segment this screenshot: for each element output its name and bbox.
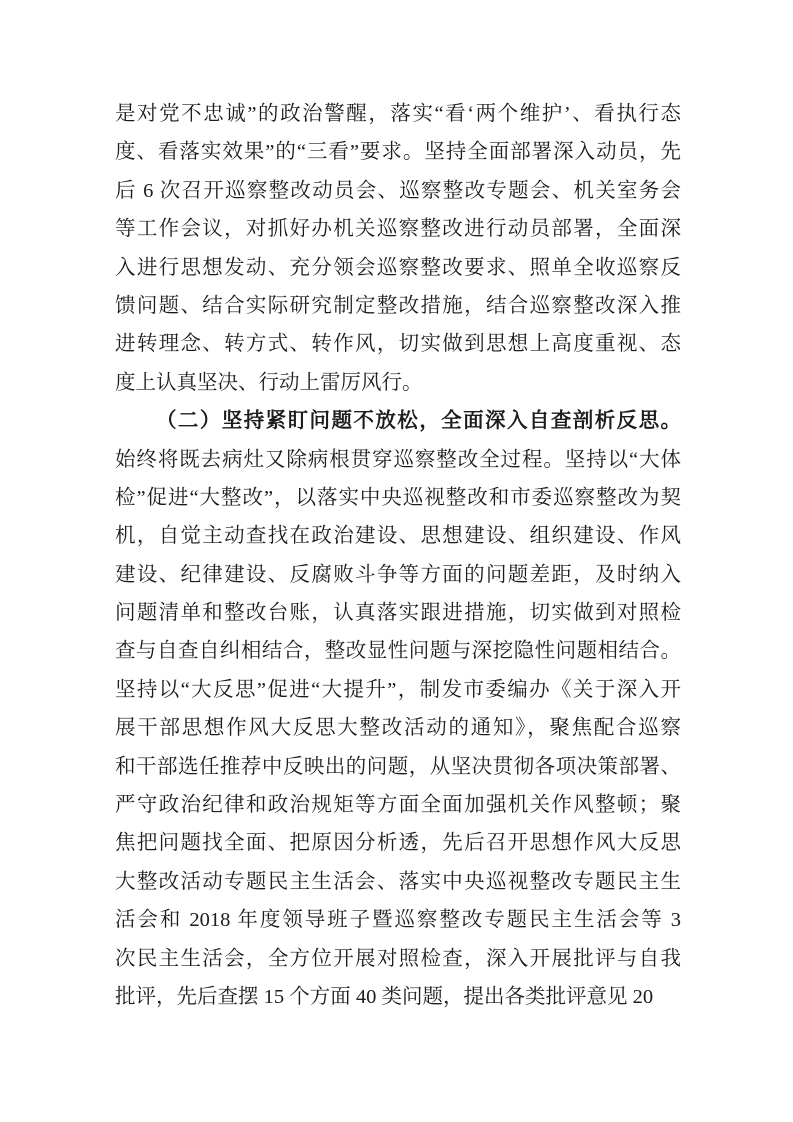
text-line: 检”促进“大整改”，以落实中央巡视整改和市委巡察整改为契 [115,486,681,509]
text-line: 严守政治纪律和政治规矩等方面全面加强机关作风整顿；聚 [115,794,681,817]
text-line: 建设、纪律建设、反腐败斗争等方面的问题差距，及时纳入 [115,563,681,586]
text-line: 始终将既去病灶又除病根贯穿巡察整改全过程。坚持以“大体 [115,448,681,471]
text-line: 度、看落实效果”的“三看”要求。坚持全面部署深入动员，先 [115,141,681,164]
text-line: 次民主生活会，全方位开展对照检查，深入开展批评与自我 [115,947,681,970]
document-text-block [115,95,681,1016]
text-line: （二）坚持紧盯问题不放松，全面深入自查剖析反思。 [156,410,681,433]
text-line: 机，自觉主动查找在政治建设、思想建设、组织建设、作风 [115,525,681,548]
text-line: 展干部思想作风大反思大整改活动的通知》，聚焦配合巡察 [115,717,681,740]
text-line: 活会和 2018 年度领导班子暨巡察整改专题民主生活会等 3 [115,909,681,932]
text-line: 批评，先后查摆 15 个方面 40 类问题，提出各类批评意见 20 [115,985,654,1008]
text-line: 和干部选任推荐中反映出的问题，从坚决贯彻各项决策部署、 [115,755,681,778]
text-line: 坚持以“大反思”促进“大提升”，制发市委编办《关于深入开 [115,678,681,701]
text-line: 入进行思想发动、充分领会巡察整改要求、照单全收巡察反 [115,256,681,279]
text-line: 是对党不忠诚”的政治警醒，落实“看‘两个维护’、看执行态 [115,103,681,125]
text-line: 馈问题、结合实际研究制定整改措施，结合巡察整改深入推 [115,294,681,317]
text-line: 查与自查自纠相结合，整改显性问题与深挖隐性问题相结合。 [115,640,681,663]
text-line: 等工作会议，对抓好办机关巡察整改进行动员部署，全面深 [115,218,681,241]
text-line: 焦把问题找全面、把原因分析透，先后召开思想作风大反思 [115,832,681,855]
text-line: 度上认真坚决、行动上雷厉风行。 [115,371,423,394]
text-line: 进转理念、转方式、转作风，切实做到思想上高度重视、态 [115,333,681,356]
text-line: 问题清单和整改台账，认真落实跟进措施，切实做到对照检 [115,602,681,625]
text-line: 大整改活动专题民主生活会、落实中央巡视整改专题民主生 [115,870,681,893]
text-line: 后 6 次召开巡察整改动员会、巡察整改专题会、机关室务会 [115,179,681,202]
